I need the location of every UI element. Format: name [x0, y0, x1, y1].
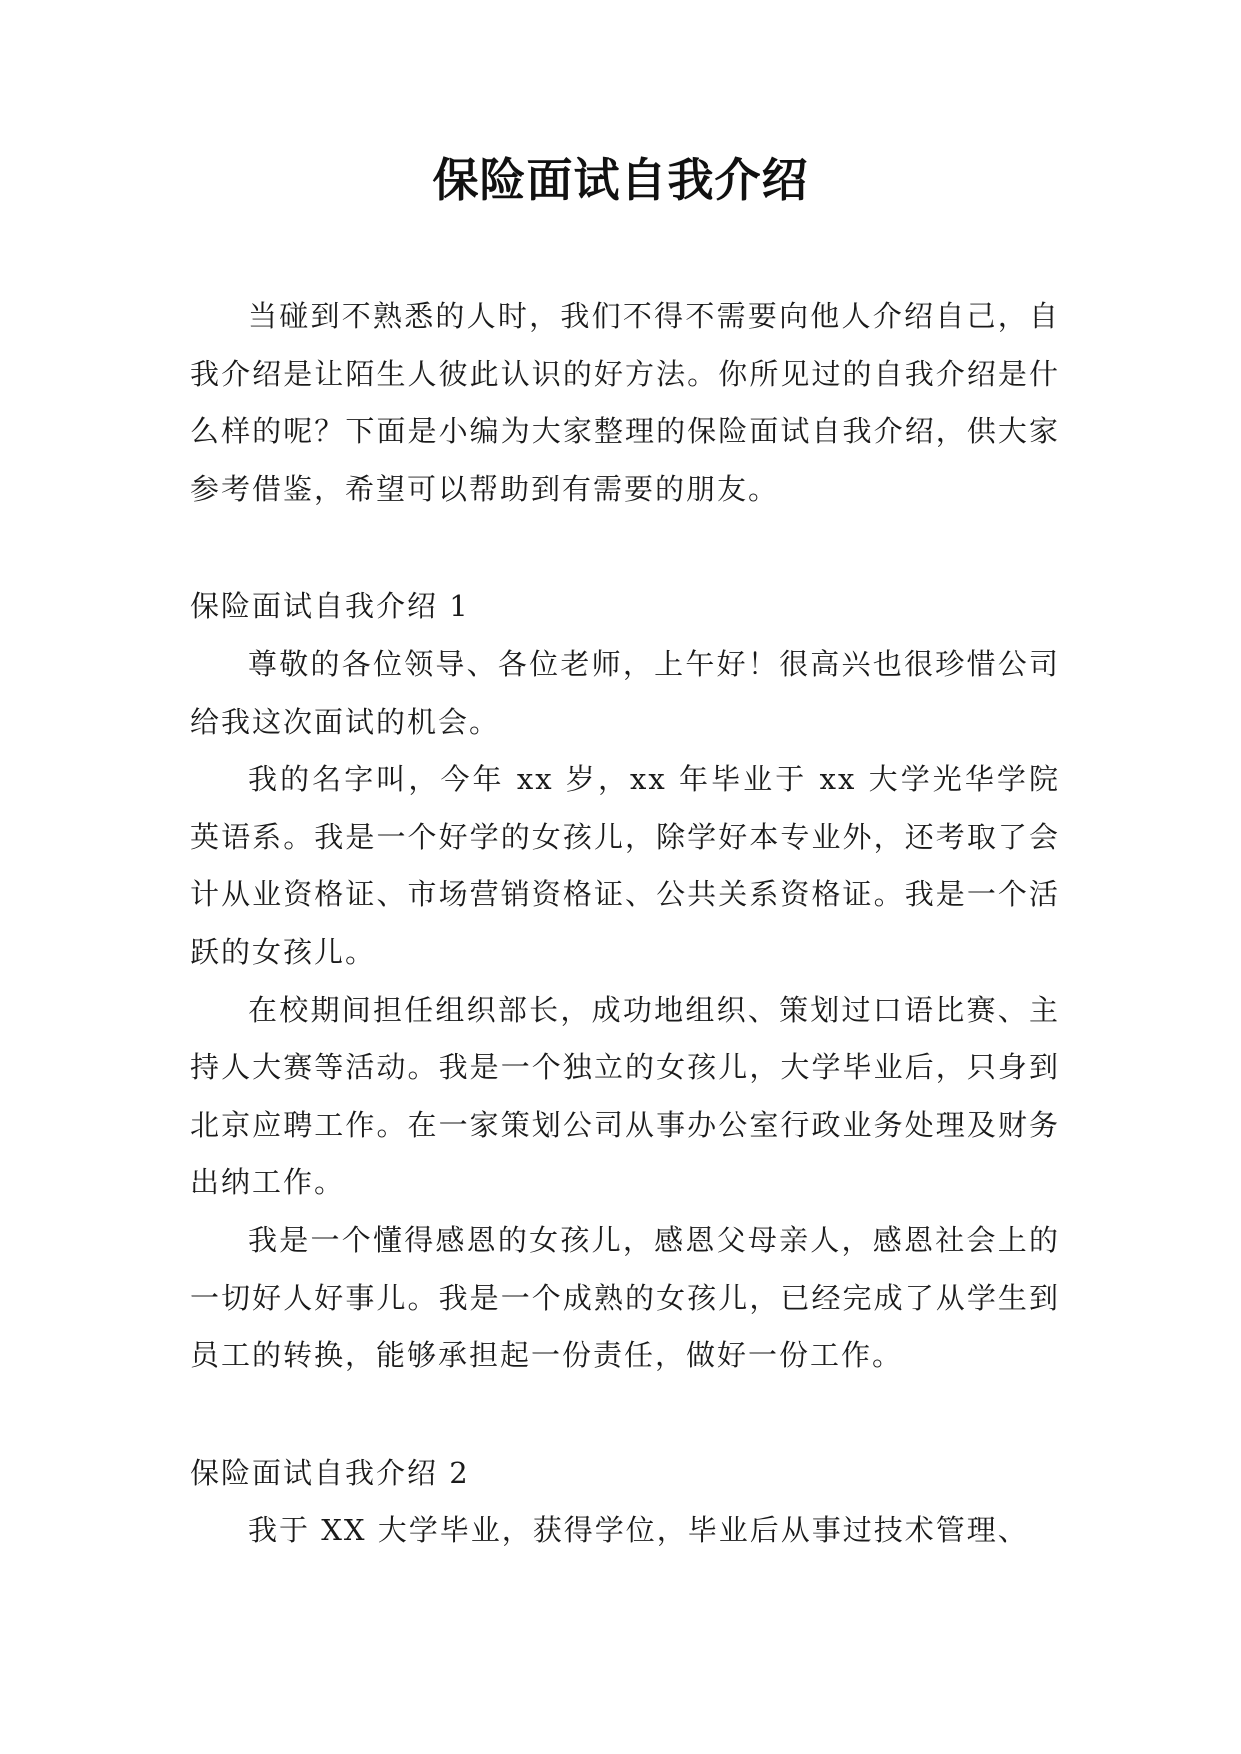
- section-1-paragraph-3: 在校期间担任组织部长，成功地组织、策划过口语比赛、主持人大赛等活动。我是一个独立的女孩儿，大学毕业后，只身到北京应聘工作。在一家策划公司从事办公室行政业务处理及财务出纳工作。: [190, 992, 1060, 1200]
- section-heading-1: 保险面试自我介绍 1: [190, 589, 470, 624]
- section-2-paragraph-1: 我于 XX 大学毕业，获得学位，毕业后从事过技术管理、: [248, 1513, 1029, 1548]
- section-1-paragraph-1: 尊敬的各位领导、各位老师，上午好！很高兴也很珍惜公司给我这次面试的机会。: [190, 646, 1060, 739]
- document-title: 保险面试自我介绍: [432, 153, 809, 207]
- spacer: [190, 518, 1060, 578]
- section-heading-2: 保险面试自我介绍 2: [190, 1455, 470, 1490]
- intro-paragraph: 当碰到不熟悉的人时，我们不得不需要向他人介绍自己，自我介绍是让陌生人彼此认识的好方法。你所见过的自我介绍是什么样的呢？下面是小编为大家整理的保险面试自我介绍，供大家参考借鉴，希望可以帮助到有需要的朋友。: [190, 299, 1060, 506]
- document-body: [190, 288, 1060, 1560]
- section-1-paragraph-4: 我是一个懂得感恩的女孩儿，感恩父母亲人，感恩社会上的一切好人好事儿。我是一个成熟的女孩儿，已经完成了从学生到员工的转换，能够承担起一份责任，做好一份工作。: [190, 1222, 1060, 1373]
- section-1-paragraph-2: 我的名字叫，今年 xx 岁，xx 年毕业于 xx 大学光华学院英语系。我是一个好学的女孩儿，除学好本专业外，还考取了会计从业资格证、市场营销资格证、公共关系资格证。我是一个活跃的女孩儿。: [190, 762, 1060, 969]
- spacer: [190, 1385, 1060, 1445]
